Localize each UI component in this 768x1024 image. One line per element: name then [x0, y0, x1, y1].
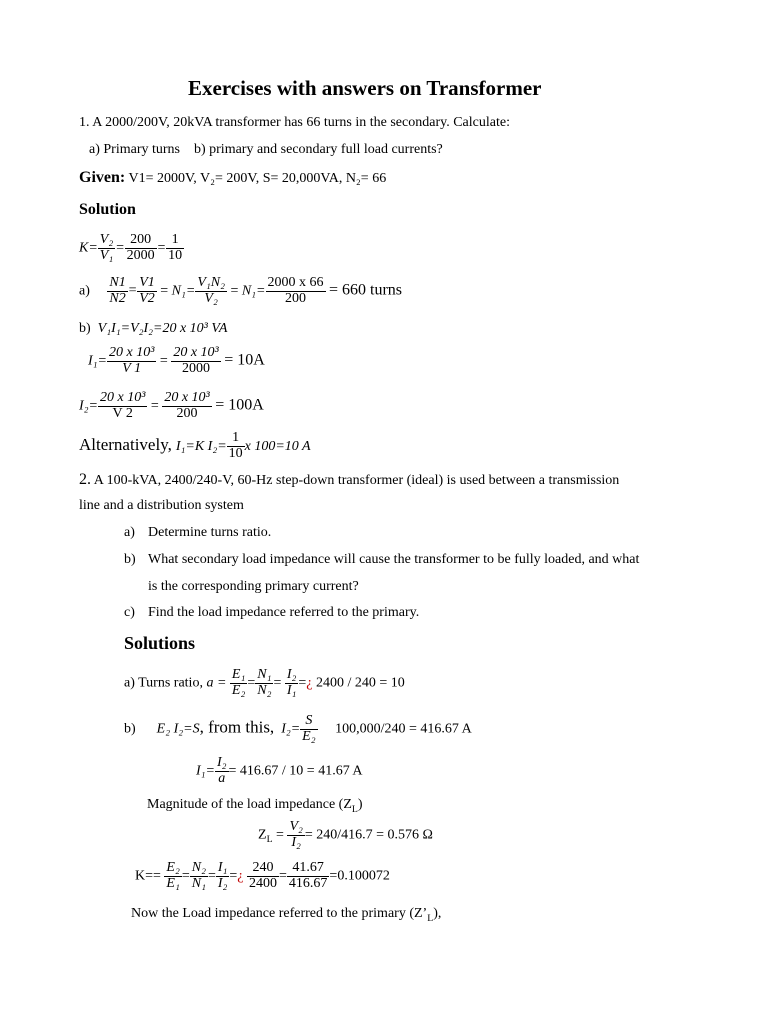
- question-2-line-1: 2. A 100-kVA, 2400/240-V, 60-Hz step-down transformer (ideal) is used between a transmission: [79, 471, 620, 488]
- question-1-text: 1. A 2000/200V, 20kVA transformer has 66 turns in the secondary. Calculate:: [79, 115, 510, 130]
- primary-current-equation: I₁= $\frac{\text{20 x 10³}}{V 1}$ = $\frac{\text{20 x 10³}}{2000}$ = 10A: [88, 345, 265, 376]
- given-text: V1= 2000V, V₂= 200V, S= 20,000VA, N₂= 66: [128, 171, 387, 186]
- secondary-current-equation: I₂= $\frac{\text{20 x 10³}}{V 2}$ = $\frac{\text{20 x 10³}}{200}$ = 100A: [79, 390, 264, 421]
- power-equation: b) V₁I₁=V₂I₂=20 x 10³ VA: [79, 321, 228, 336]
- k-ratio-equation: K= $\frac{\text{V₂}}{\text{V₁}}$ = $\frac{200}{2000}$ = $\frac{1}{10}$: [79, 232, 183, 263]
- secondary-current-q2-equation: b) E₂ I₂=S, from this, I₂= $\frac{S}{\text{E₂}}$ 100,000/240 = 416.67 A: [124, 713, 472, 744]
- question-1-parts: a) Primary turns b) primary and secondary full load currents?: [89, 142, 443, 157]
- question-2-line-2: line and a distribution system: [79, 498, 244, 513]
- given-line: [79, 169, 386, 187]
- magnitude-text: Magnitude of the load impedance $(Z_L)$: [147, 797, 363, 815]
- turns-ratio-equation: a) Turns ratio, a = $\frac{\text{E₁}}{\text{E₂}}$ = $\frac{\text{N₁}}{\text{N₂}}$ = $\frac{\text{I₂}}{\text{I₁}}$ =¿ 2400 / 240 = 10: [124, 667, 405, 698]
- load-impedance-equation: $Z_L$ = $\frac{\text{V₂}}{\text{I₂}}$ = 240/416.7 = 0.576 Ω: [258, 819, 433, 850]
- question-2-item-b: b) What secondary load impedance will cause the transformer to be fully loaded, and what: [124, 552, 640, 567]
- primary-current-q2-equation: I₁= $\frac{\text{I₂}}{a}$ = 416.67 / 10 = 41.67 A: [196, 755, 363, 786]
- solutions-heading: Solutions: [124, 633, 196, 653]
- given-label: Given:: [79, 169, 126, 186]
- k-ratio-q2-equation: K== $\frac{\text{E₂}}{\text{E₁}}$ = $\frac{\text{N₂}}{\text{N₁}}$ = $\frac{\text{I₁}}{\text{I₂}}$ =¿ $\frac{240}{2400}$ = $\frac{41.67}{416.67}$ =0.100072: [135, 860, 390, 891]
- primary-turns-equation: a) $\frac{N1}{N2}$ = $\frac{V1}{V2}$ = N₁= $\frac{\text{V₁N₂}}{\text{V₂}}$ = N₁= $\frac{2000 x 66}{200}$ = 660 turns: [79, 275, 403, 306]
- page-title: Exercises with answers on Transformer: [188, 76, 542, 100]
- question-2-item-c: c) Find the load impedance referred to the primary.: [124, 605, 420, 620]
- alternative-equation: Alternatively, I₁=K I₂= $\frac{1}{10}$ x 100=10 A: [79, 430, 311, 461]
- question-2-item-b-cont: is the corresponding primary current?: [148, 579, 359, 594]
- referred-impedance-text: Now the Load impedance referred to the primary $(Z’_L)$,: [131, 906, 442, 924]
- solution-heading: Solution: [79, 201, 136, 218]
- question-2-item-a: a) Determine turns ratio.: [124, 525, 272, 540]
